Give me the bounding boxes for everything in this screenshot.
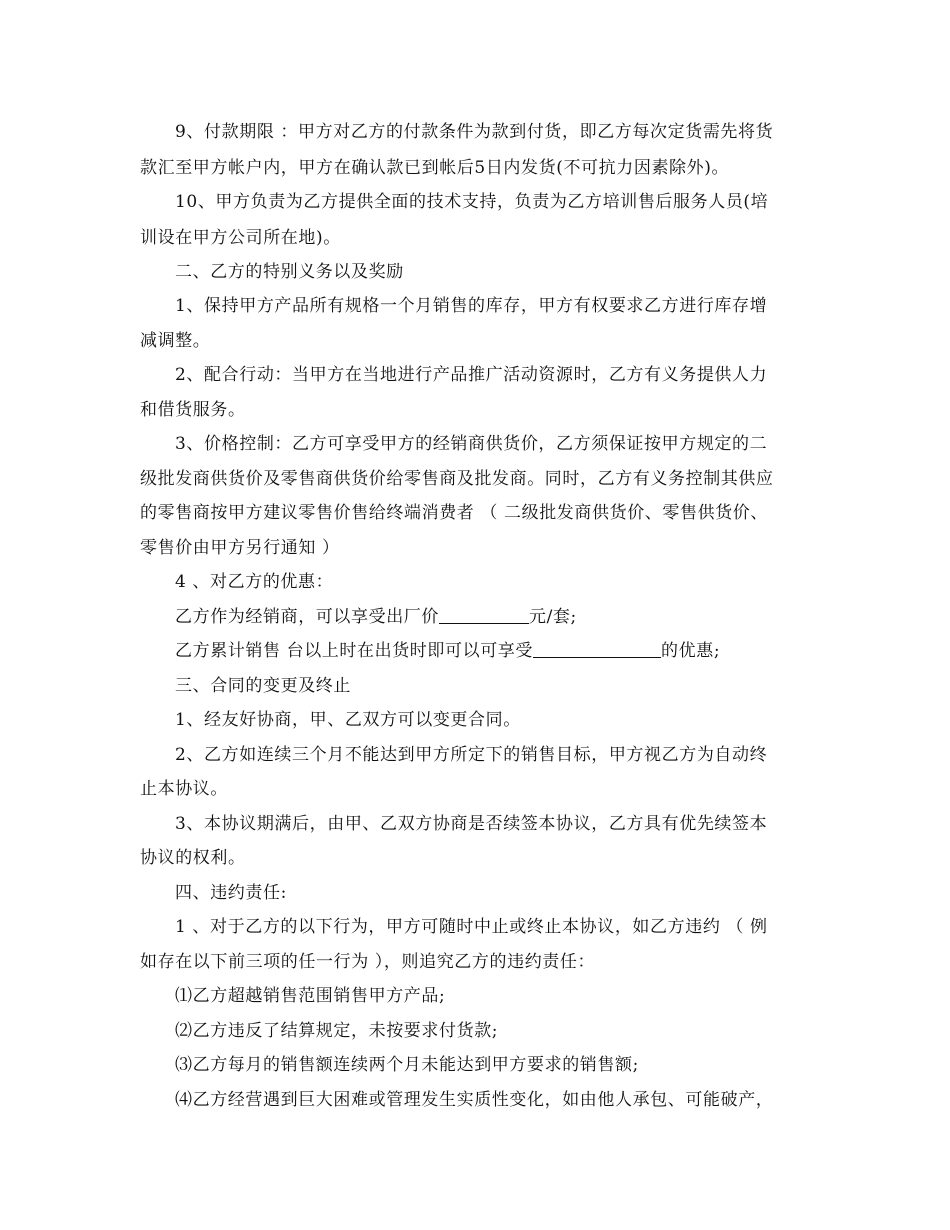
paragraph-line: 减调整。: [140, 331, 211, 351]
discount-line-1-text: 乙方作为经销商，可以享受出厂价: [175, 607, 439, 627]
paragraph-line: 和借货服务。: [140, 400, 246, 420]
paragraph-line: 如存在以下前三项的任一行为 ），则追究乙方的违约责任：: [140, 952, 596, 972]
paragraph-line: 3、价格控制：乙方可享受甲方的经销商供货价，乙方须保证按甲方规定的二: [175, 434, 768, 454]
paragraph-line: 零售价由甲方另行通知 ）: [140, 538, 340, 558]
discount-line-2: [175, 640, 720, 662]
list-item: ⑶乙方每月的销售额连续两个月未能达到甲方要求的销售额;: [175, 1055, 639, 1075]
paragraph-line: 2、配合行动：当甲方在当地进行产品推广活动资源时，乙方有义务提供人力: [175, 365, 768, 385]
paragraph-line: 协议的权利。: [140, 848, 246, 868]
price-blank: [439, 607, 529, 624]
paragraph-line: 1、经友好协商，甲、乙双方可以变更合同。: [175, 710, 521, 730]
section-heading: 二、乙方的特别义务以及奖励: [175, 262, 404, 282]
paragraph-line: 款汇至甲方帐户内，甲方在确认款已到帐后5日内发货(不可抗力因素除外)。: [140, 158, 730, 178]
paragraph-line: 止本协议。: [140, 779, 228, 799]
discount-line-2-tail: 的优惠;: [661, 641, 721, 661]
discount-line-1: [175, 606, 577, 628]
list-item: ⑴乙方超越销售范围销售甲方产品;: [175, 986, 446, 1006]
paragraph-line: 的零售商按甲方建议零售价售给终端消费者 （ 二级批发商供货价、零售供货价、: [140, 503, 769, 523]
paragraph-line: 1、保持甲方产品所有规格一个月销售的库存，甲方有权要求乙方进行库存增: [175, 296, 768, 316]
paragraph-line: 训设在甲方公司所在地)。: [140, 228, 341, 248]
paragraph-line: 级批发商供货价及零售商供货价给零售商及批发商。同时，乙方有义务控制其供应: [140, 469, 774, 489]
list-item: ⑷乙方经营遇到巨大困难或管理发生实质性变化，如由他人承包、可能破产，: [175, 1090, 774, 1110]
paragraph-line: 3、本协议期满后，由甲、乙双方协商是否续签本协议，乙方具有优先续签本: [175, 814, 768, 834]
list-item: ⑵乙方违反了结算规定，未按要求付货款;: [175, 1021, 499, 1041]
discount-line-2-text: 乙方累计销售 台以上时在出货时即可以可享受: [175, 641, 534, 661]
paragraph-line: 10、甲方负责为乙方提供全面的技术支持，负责为乙方培训售后服务人员(培: [175, 192, 769, 212]
discount-line-1-unit: 元/套;: [529, 607, 577, 627]
section-heading: 四、违约责任:: [175, 883, 287, 903]
discount-blank: [533, 641, 661, 658]
paragraph-line: 4 、对乙方的优惠：: [175, 572, 334, 592]
paragraph-line: 1 、对于乙方的以下行为，甲方可随时中止或终止本协议，如乙方违约 （ 例: [175, 917, 768, 937]
paragraph-line: 2、乙方如连续三个月不能达到甲方所定下的销售目标，甲方视乙方为自动终: [175, 745, 768, 765]
paragraph-line: 9、付款期限 ：甲方对乙方的付款条件为款到付货，即乙方每次定货需先将货: [175, 122, 774, 142]
section-heading: 三、合同的变更及终止: [175, 676, 351, 696]
